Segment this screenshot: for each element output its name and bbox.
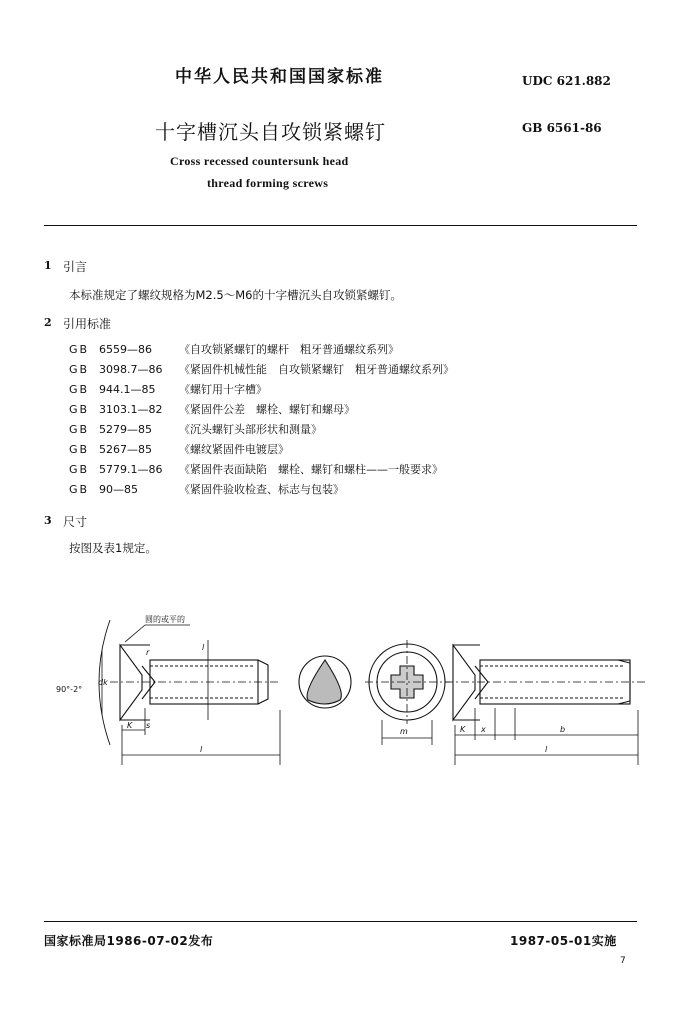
reference-title: 《紧固件表面缺陷 螺栓、螺钉和螺柱——一般要求》 [179,463,443,476]
reference-item [69,481,344,497]
reference-title: 《螺钉用十字槽》 [179,383,267,396]
issuing-authority: 中华人民共和国国家标准 [175,67,384,87]
reference-code: 5779.1—86 [99,463,163,476]
drawing-note-label: 圆的或平的 [145,615,185,624]
m-label: m [400,727,408,736]
x-label: x [481,725,486,734]
reference-item [69,381,267,397]
standard-number: GB 6561-86 [522,121,602,135]
reference-title: 《自攻锁紧螺钉的螺杆 粗牙普通螺纹系列》 [179,343,399,356]
l-label-right: l [545,745,548,754]
reference-prefix: GB [69,343,90,356]
lobular-section [307,660,341,704]
footer-divider [44,921,637,922]
screw-drawing [50,600,650,780]
section-1-number: 1 [44,259,52,272]
reference-item [69,341,399,357]
section-2-title: 引用标准 [63,317,112,331]
reference-title: 《紧固件验收检查、标志与包装》 [179,483,344,496]
reference-prefix: GB [69,383,90,396]
page-number: 7 [620,956,626,966]
reference-prefix: GB [69,463,90,476]
udc-number: UDC 621.882 [522,74,611,88]
dk-label: dk [98,678,108,687]
r-label: r [146,648,150,657]
issue-date: 国家标准局1986-07-02发布 [44,934,214,948]
angle-label: 90°-2° [56,685,83,694]
reference-item [69,441,289,457]
l-label-top: l [202,643,205,652]
reference-item [69,461,443,477]
section-1-title: 引言 [63,260,88,274]
reference-code: 3098.7—86 [99,363,163,376]
reference-code: 6559—86 [99,343,152,356]
screw-head-profile [120,645,142,720]
reference-prefix: GB [69,363,90,376]
document-title-cn: 十字槽沉头自攻锁紧螺钉 [155,120,386,144]
reference-code: 5267—85 [99,443,152,456]
reference-item [69,421,322,437]
reference-code: 90—85 [99,483,138,496]
header-divider [44,225,637,226]
section-2-number: 2 [44,316,52,329]
reference-code: 5279—85 [99,423,152,436]
reference-prefix: GB [69,443,90,456]
document-title-en-line1: Cross recessed countersunk head [170,154,349,168]
recess-profile [142,666,155,699]
reference-title: 《紧固件机械性能 自攻锁紧螺钉 粗牙普通螺纹系列》 [179,363,454,376]
section-1-body: 本标准规定了螺纹规格为M2.5～M6的十字槽沉头自攻锁紧螺钉。 [69,288,402,302]
reference-item [69,401,355,417]
reference-prefix: GB [69,423,90,436]
k-label-right: K [460,725,466,734]
reference-item [69,361,454,377]
reference-title: 《紧固件公差 螺栓、螺钉和螺母》 [179,403,355,416]
reference-prefix: GB [69,483,90,496]
section-3-title: 尺寸 [63,515,88,529]
reference-code: 3103.1—82 [99,403,163,416]
reference-prefix: GB [69,403,90,416]
l-label-bottom: l [200,745,203,754]
effective-date: 1987-05-01实施 [510,934,617,948]
k-label: K [127,721,133,730]
section-3-body: 按图及表1规定。 [69,541,157,555]
s-label: s [146,721,151,730]
b-label: b [560,725,566,734]
reference-title: 《沉头螺钉头部形状和测量》 [179,423,322,436]
reference-code: 944.1—85 [99,383,156,396]
reference-title: 《螺纹紧固件电镀层》 [179,443,289,456]
section-3-number: 3 [44,514,52,527]
document-title-en-line2: thread forming screws [207,176,329,190]
